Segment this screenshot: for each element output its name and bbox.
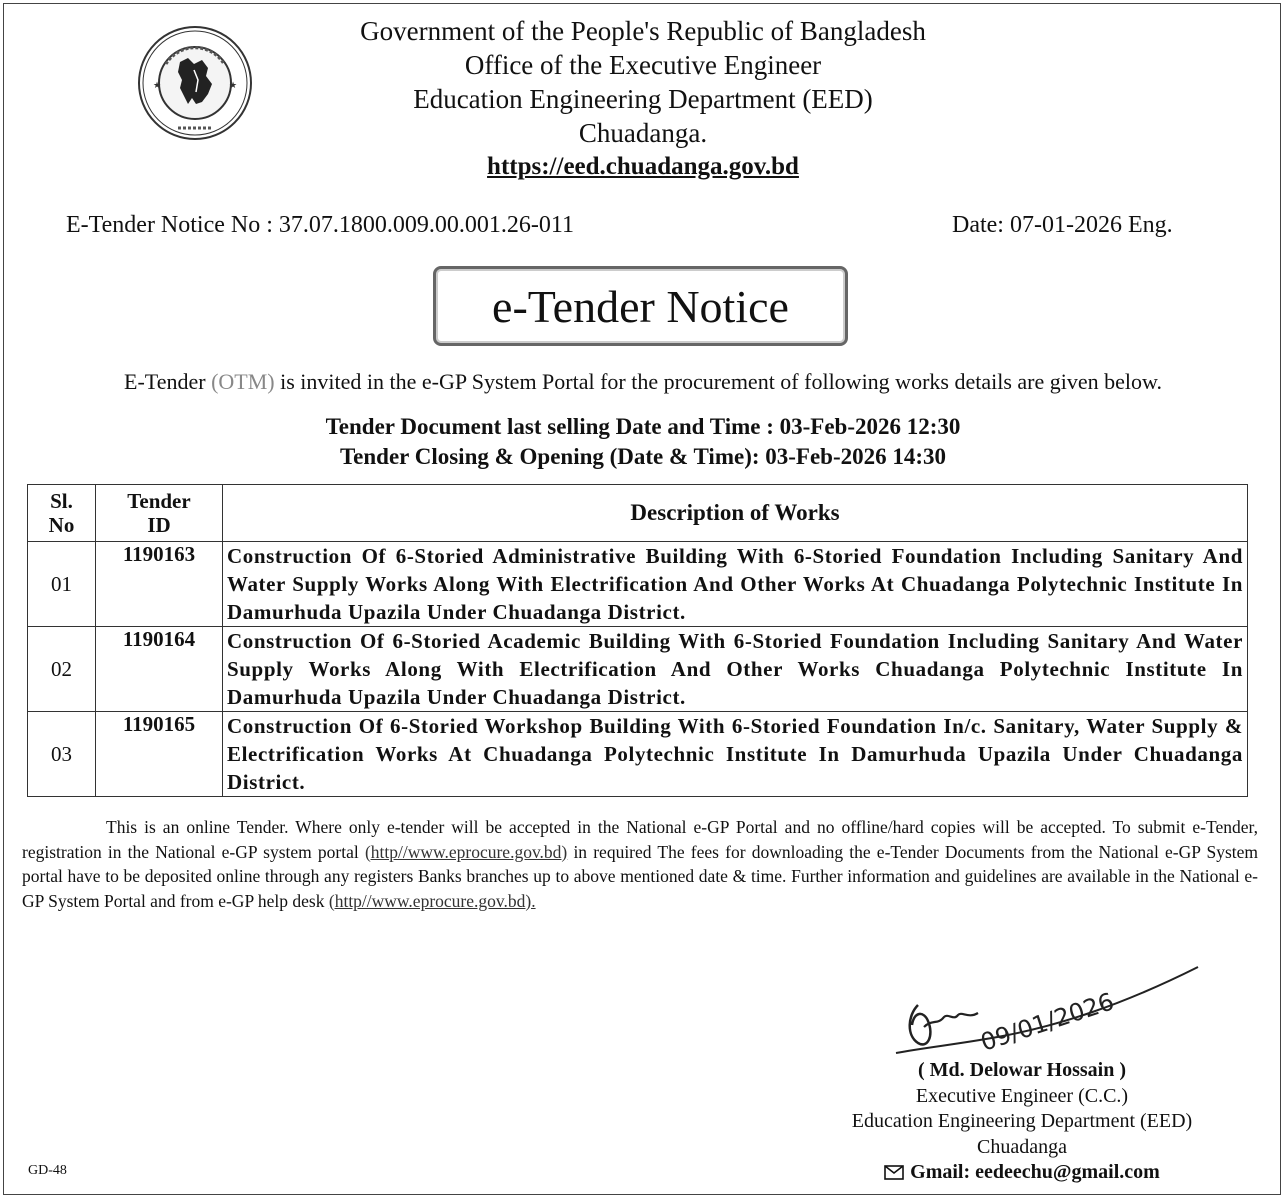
signature-image [888,955,1218,1065]
notice-number: E-Tender Notice No : 37.07.1800.009.00.001.26-011 [66,212,575,238]
row-description: Construction Of 6-Storied Workshop Building With 6-Storied Foundation In/c. Sanitary, Water Supply & Electrification Works At Chuadanga Polytechnic Institute In Damurhuda Upazila Under Chuadanga District. [223,712,1248,797]
header-id-line2: ID [147,513,171,537]
district-name: Chuadanga. [578,118,708,148]
deadlines [0,412,1286,472]
envelope-icon [884,1165,904,1180]
office-name: Office of the Executive Engineer [464,50,822,80]
signatory-place: Chuadanga [977,1135,1067,1158]
letterhead [0,14,1286,184]
svg-text:★: ★ [229,80,238,90]
signature-date: 09/01/2026 [977,987,1118,1057]
footer-code: GD-48 [28,1163,67,1178]
notice-date: Date: 07-01-2026 Eng. [952,212,1173,238]
government-name: Government of the People's Republic of Bangladesh [360,16,926,46]
otm-label: (OTM) [211,369,275,394]
row-tender-id: 1190165 [96,712,223,797]
svg-text:★: ★ [153,80,162,90]
row-sl: 01 [28,542,96,627]
header-sl-line1: Sl. [50,489,73,513]
row-tender-id: 1190163 [96,542,223,627]
selling-deadline: Tender Document last selling Date and Time : 03-Feb-2026 12:30 [325,414,961,439]
row-sl: 03 [28,712,96,797]
signatory-block [822,1058,1222,1186]
row-description: Construction Of 6-Storied Academic Building With 6-Storied Foundation Including Sanitary And Water Supply Works Along With Electrification And Other Works Chuadanga Polytechnic Institute In Damurhuda Upazila Under Chuadanga District. [223,627,1248,712]
header-sl-line2: No [48,513,75,537]
intro-text [0,369,1286,395]
header-description: Description of Works [223,485,1248,542]
header-tender-id [96,485,223,542]
website-link[interactable]: https://eed.chuadanga.gov.bd [487,153,799,180]
email-text: Gmail: eedeechu@gmail.com [910,1161,1160,1183]
body-part2: in required The fees for downloading the e-Tender Documents from the National e-GP System portal have to be deposited online through any registers Banks branches up to above mentioned date & time. Further information and guidelines are available in the National e-GP System Portal and from e-GP help desk [22,841,1259,911]
body-part1: This is an online Tender. Where only e-tender will be accepted in the National e-GP Portal and no offline/hard copies will be accepted. To submit e-Tender, registration in the National e-GP system portal [22,817,1258,862]
signatory-department: Education Engineering Department (EED) [851,1110,1193,1132]
works-table [27,484,1248,797]
intro-suffix: is invited in the e-GP System Portal for the procurement of following works details are given below. [274,369,1162,394]
table-row [28,712,1248,797]
department-name: Education Engineering Department (EED) [413,84,873,114]
eprocure-link[interactable]: (http//www.eprocure.gov.bd) [364,841,568,862]
page-title: e-Tender Notice [433,266,848,346]
signatory-designation: Executive Engineer (C.C.) [915,1084,1129,1107]
closing-deadline: Tender Closing & Opening (Date & Time): 03-Feb-2026 14:30 [339,444,947,469]
row-description: Construction Of 6-Storied Administrative Building With 6-Storied Foundation Including Sanitary And Water Supply Works Along With Electrification And Other Works At Chuadanga Polytechnic Institute In Damurhuda Upazila Under Chuadanga District. [223,542,1248,627]
row-tender-id: 1190164 [96,627,223,712]
table-row [28,542,1248,627]
body-paragraph [22,815,1258,913]
signatory-name: ( Md. Delowar Hossain ) [918,1059,1126,1081]
eprocure-helpdesk-link[interactable]: (http//www.eprocure.gov.bd). [328,890,536,911]
signatory-email[interactable] [822,1160,1222,1186]
table-header-row [28,485,1248,542]
table-row [28,627,1248,712]
header-sl [28,485,96,542]
intro-prefix: E-Tender [124,369,212,394]
row-sl: 02 [28,627,96,712]
header-id-line1: Tender [127,489,191,513]
